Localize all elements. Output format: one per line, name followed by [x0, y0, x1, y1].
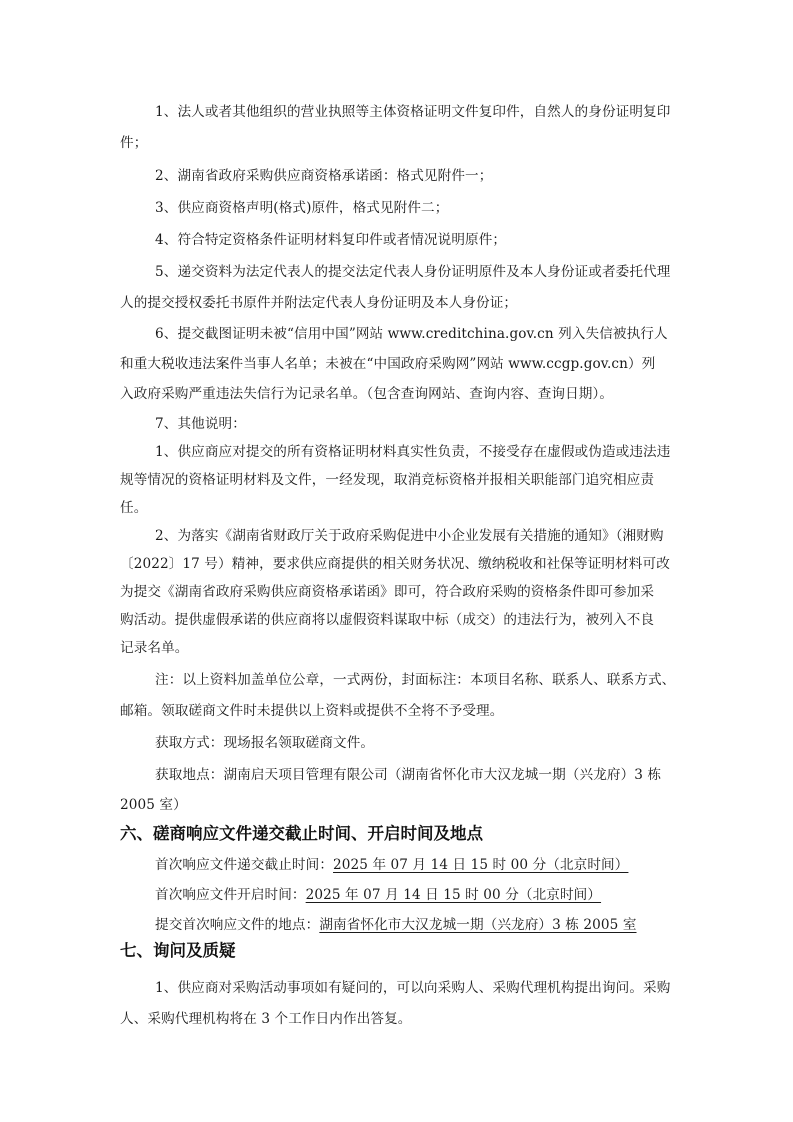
item5-line1: 5、递交资料为法定代表人的提交法定代表人身份证明原件及本人身份证或者委托代理: [155, 264, 671, 280]
item6-line1: 6、提交截图证明未被“信用中国”网站 www.creditchina.gov.cn 列入失信被执行人: [155, 326, 668, 342]
opening-value: 2025 年 07 月 14 日 15 时 00 分（北京时间）: [305, 887, 602, 903]
remark-line2: 邮箱。领取磋商文件时未提供以上资料或提供不全将不予受理。: [120, 703, 504, 719]
section7-para1-line2: 人、采购代理机构将在 3 个工作日内作出答复。: [120, 1011, 412, 1027]
note2-line2: 〔2022〕17 号）精神，要求供应商提供的相关财务状况、缴纳税收和社保等证明材料可改: [120, 556, 670, 572]
note2-line1: 2、为落实《湖南省财政厅关于政府采购促进中小企业发展有关措施的通知》（湘财购: [155, 528, 664, 544]
note1-line1: 1、供应商应对提交的所有资格证明材料真实性负责，不接受存在虚假或伪造或违法违: [155, 444, 671, 460]
section6-heading: 六、磋商响应文件递交截止时间、开启时间及地点: [120, 824, 483, 843]
obtain-place-line1: 获取地点：湖南启天项目管理有限公司（湖南省怀化市大汉龙城一期（兴龙府）3 栋: [155, 767, 662, 783]
deadline-row: [155, 855, 628, 875]
location-label: 提交首次响应文件的地点：: [155, 917, 320, 933]
item1-line1: 1、法人或者其他组织的营业执照等主体资格证明文件复印件，自然人的身份证明复印: [155, 104, 671, 120]
deadline-label: 首次响应文件递交截止时间：: [155, 857, 334, 873]
note1-line2: 规等情况的资格证明材料及文件，一经发现，取消竞标资格并报相关职能部门追究相应责: [120, 472, 655, 488]
remark-line1: 注：以上资料加盖单位公章，一式两份，封面标注：本项目名称、联系人、联系方式、: [155, 672, 676, 688]
section7-heading: 七、询问及质疑: [120, 941, 236, 960]
opening-label: 首次响应文件开启时间：: [155, 887, 306, 903]
item4: 4、符合特定资格条件证明材料复印件或者情况说明原件；: [155, 232, 507, 248]
note2-line5: 记录名单。: [120, 640, 189, 656]
item7: 7、其他说明：: [155, 416, 246, 432]
note1-line3: 任。: [120, 500, 148, 516]
item6-line3: 入政府采购严重违法失信行为记录名单。（包含查询网站、查询内容、查询日期）。: [120, 386, 614, 402]
item3: 3、供应商资格声明(格式)原件，格式见附件二；: [155, 200, 449, 216]
note2-line4: 购活动。提供虚假承诺的供应商将以虚假资料谋取中标（成交）的违法行为，被列入不良: [120, 612, 655, 628]
location-value: 湖南省怀化市大汉龙城一期（兴龙府）3 栋 2005 室: [319, 917, 637, 933]
deadline-value: 2025 年 07 月 14 日 15 时 00 分（北京时间）: [333, 857, 629, 873]
item6-line2: 和重大税收违法案件当事人名单；未被在“中国政府采购网”网站 www.ccgp.gov.cn）列: [120, 356, 656, 372]
opening-row: [155, 885, 601, 905]
item1-line2: 件；: [120, 135, 148, 151]
obtain-method: 获取方式：现场报名领取磋商文件。: [155, 735, 375, 751]
section7-para1-line1: 1、供应商对采购活动事项如有疑问的，可以向采购人、采购代理机构提出询问。采购: [155, 980, 671, 996]
location-row: [155, 915, 637, 935]
note2-line3: 为提交《湖南省政府采购供应商资格承诺函》即可，符合政府采购的资格条件即可参加采: [120, 584, 655, 600]
item5-line2: 人的提交授权委托书原件并附法定代表人身份证明及本人身份证；: [120, 295, 518, 311]
item2: 2、湖南省政府采购供应商资格承诺函：格式见附件一；: [155, 168, 493, 184]
obtain-place-line2: 2005 室）: [120, 797, 187, 813]
